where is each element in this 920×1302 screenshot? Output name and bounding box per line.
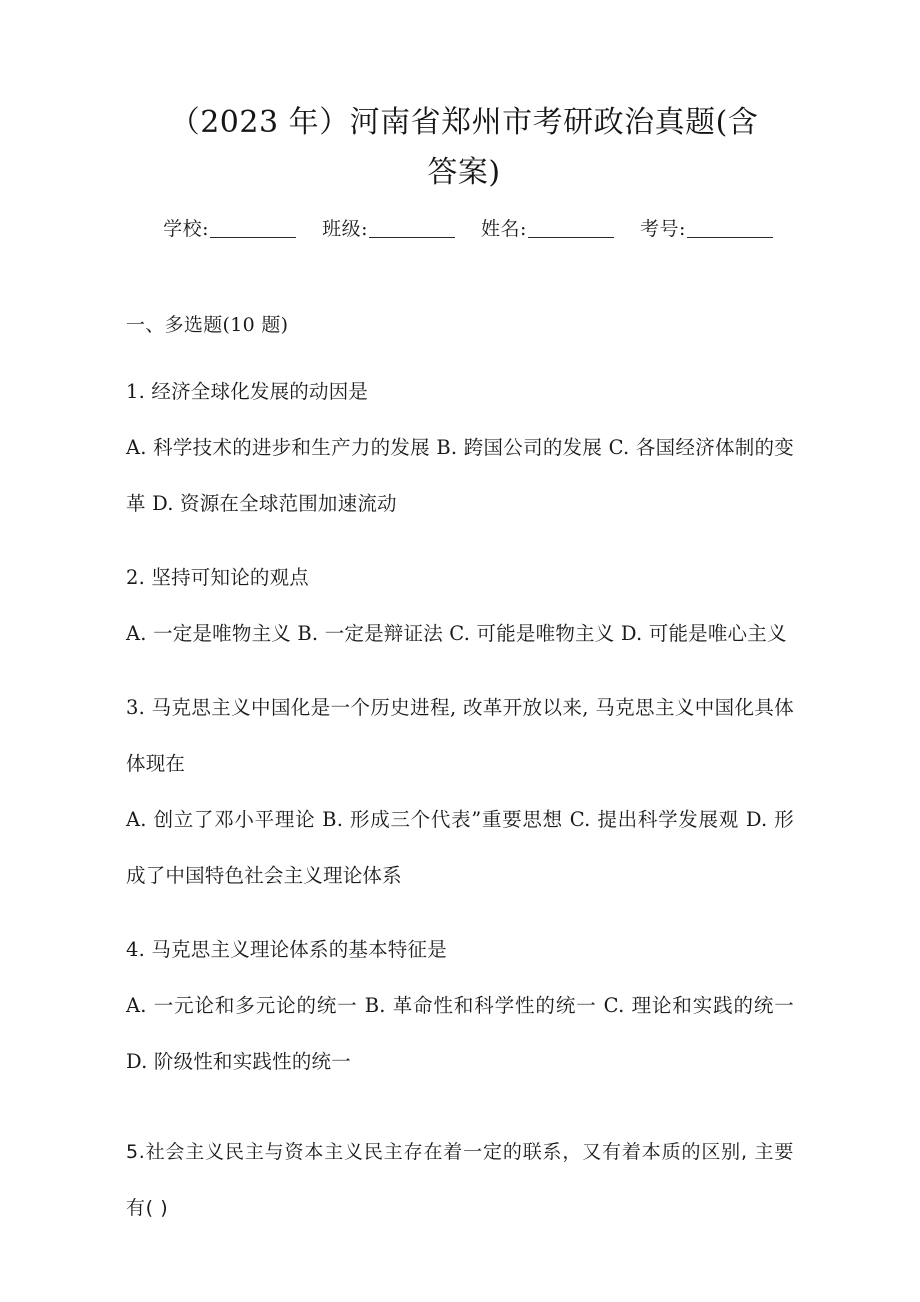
question-3 (126, 680, 794, 904)
field-name-blank[interactable] (528, 237, 614, 238)
question-1-options: A. 科学技术的进步和生产力的发展 B. 跨国公司的发展 C. 各国经济体制的变革 D. 资源在全球范围加速流动 (126, 436, 794, 515)
page-title (128, 98, 800, 198)
question-4 (126, 922, 794, 1090)
field-exam-number-label: 考号: (639, 218, 686, 240)
question-1-stem: 1. 经济全球化发展的动因是 (126, 380, 369, 403)
question-1 (126, 364, 794, 532)
field-class-blank[interactable] (369, 237, 455, 238)
field-exam-number (640, 212, 773, 246)
field-class (322, 212, 455, 246)
field-name-label: 姓名: (481, 218, 527, 240)
question-5 (126, 1124, 794, 1236)
page-title-line-2: 答案) (427, 155, 501, 190)
question-4-stem: 4. 马克思主义理论体系的基本特征是 (126, 938, 447, 961)
question-2 (126, 550, 794, 662)
field-name (481, 212, 614, 246)
identity-field-row (128, 212, 808, 246)
question-2-stem: 2. 坚持可知论的观点 (126, 566, 310, 589)
question-spacer (126, 1108, 794, 1124)
field-school (163, 212, 296, 246)
field-class-label: 班级: (322, 218, 368, 240)
question-2-options: A. 一定是唯物主义 B. 一定是辩证法 C. 可能是唯物主义 D. 可能是唯心主义 (126, 622, 787, 645)
field-school-label: 学校: (163, 218, 210, 240)
page-title-line-1: （2023 年）河南省郑州市考研政治真题(含 (169, 105, 759, 140)
question-3-stem: 3. 马克思主义中国化是一个历史进程, 改革开放以来, 马克思主义中国化具体体现在 (126, 696, 794, 775)
field-exam-number-blank[interactable] (687, 237, 773, 238)
section-heading: 一、多选题(10 题) (126, 314, 289, 336)
document-body (126, 308, 794, 1254)
question-3-options: A. 创立了邓小平理论 B. 形成三个代表”重要思想 C. 提出科学发展观 D. 形成了中国特色社会主义理论体系 (126, 808, 794, 887)
field-school-blank[interactable] (210, 237, 296, 238)
question-4-options: A. 一元论和多元论的统一 B. 革命性和科学性的统一 C. 理论和实践的统一 D. 阶级性和实践性的统一 (126, 994, 794, 1073)
question-5-stem: 5.社会主义民主与资本主义民主存在着一定的联系，又有着本质的区别, 主要有( ) (126, 1141, 794, 1219)
